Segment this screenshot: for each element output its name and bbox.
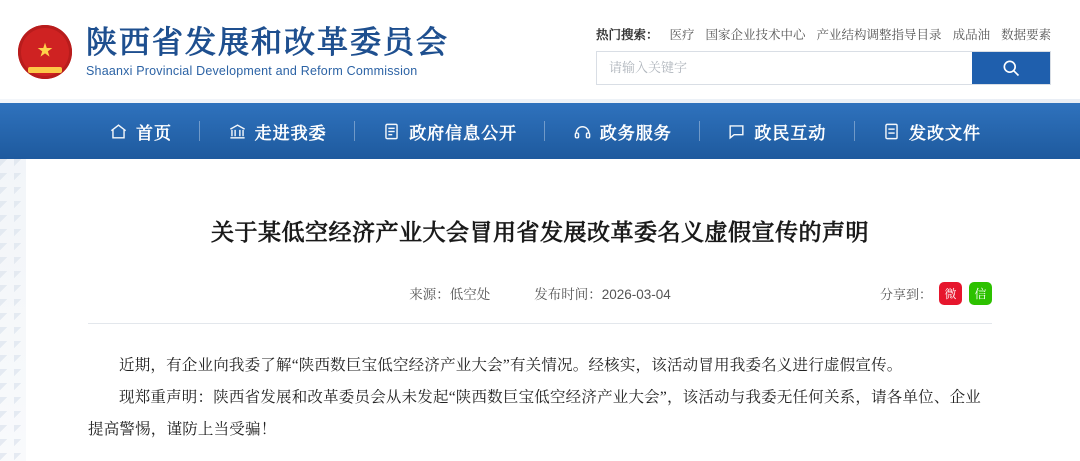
article-title: 关于某低空经济产业大会冒用省发展改革委名义虚假宣传的声明 [211, 220, 869, 245]
file-icon [882, 122, 901, 141]
national-emblem-icon [18, 25, 72, 79]
home-icon [109, 122, 128, 141]
article-container [0, 159, 1080, 461]
wechat-icon[interactable]: 信 [969, 282, 992, 305]
weibo-icon[interactable]: 微 [939, 282, 962, 305]
nav-divider [699, 121, 700, 141]
article-divider [88, 323, 992, 324]
nav-divider [199, 121, 200, 141]
nav-label-documents: 发改文件 [908, 123, 981, 143]
article-paragraph-1: 近期，有企业向我委了解“陕西数巨宝低空经济产业大会”有关情况。经核实，该活动冒用我委名义进行虚假宣传。 [119, 357, 903, 375]
share-label: 分享到： [879, 286, 932, 302]
article-source: 来源：低空处 [409, 287, 491, 303]
nav-label-home: 首页 [136, 123, 172, 143]
service-icon [573, 122, 592, 141]
article-body [88, 350, 992, 445]
site-brand[interactable] [86, 25, 449, 79]
nav-label-about: 走进我委 [254, 123, 327, 143]
nav-item-home[interactable] [105, 119, 176, 144]
nav-item-interaction[interactable] [723, 119, 830, 144]
side-decoration [0, 159, 26, 461]
chat-icon [727, 122, 746, 141]
hot-search-row [596, 25, 1051, 43]
hot-link-3[interactable]: 成品油 [952, 27, 991, 42]
hot-link-1[interactable]: 国家企业技术中心 [705, 27, 806, 42]
nav-divider [354, 121, 355, 141]
search-input[interactable] [597, 52, 972, 84]
share-area [880, 282, 992, 305]
emblem-gear-icon [28, 67, 62, 73]
main-nav [0, 103, 1080, 159]
article-paragraph-2: 现郑重声明：陕西省发展和改革委员会从未发起“陕西数巨宝低空经济产业大会”，该活动与我委无任何关系，请各单位、企业提高警惕，谨防上当受骗！ [88, 388, 981, 438]
emblem-star-icon: ★ [36, 39, 54, 61]
nav-label-info-disclosure: 政府信息公开 [409, 123, 518, 143]
nav-item-about[interactable] [224, 119, 331, 144]
org-name-cn: 陕西省发展和改革委员会 [86, 24, 449, 60]
document-icon [382, 122, 401, 141]
nav-label-interaction: 政民互动 [754, 123, 827, 143]
search-button[interactable] [972, 52, 1050, 84]
nav-divider [544, 121, 545, 141]
search-box [596, 51, 1051, 85]
nav-item-info-disclosure[interactable] [378, 119, 521, 144]
search-icon [1001, 58, 1021, 78]
hot-link-0[interactable]: 医疗 [669, 27, 695, 42]
nav-item-documents[interactable] [878, 119, 985, 144]
site-header [0, 0, 1080, 103]
org-name-en: Shaanxi Provincial Development and Reform Commission [86, 64, 418, 79]
hot-link-2[interactable]: 产业结构调整指导目录 [816, 27, 942, 42]
article-meta [88, 283, 992, 303]
nav-item-services[interactable] [569, 119, 676, 144]
header-search-area [596, 19, 1056, 85]
nav-divider [854, 121, 855, 141]
nav-label-services: 政务服务 [599, 123, 672, 143]
article-publish-time: 发布时间：2026-03-04 [534, 287, 671, 303]
hot-link-4[interactable]: 数据要素 [1001, 27, 1052, 42]
bank-icon [228, 122, 247, 141]
hot-search-label: 热门搜索： [596, 27, 659, 42]
